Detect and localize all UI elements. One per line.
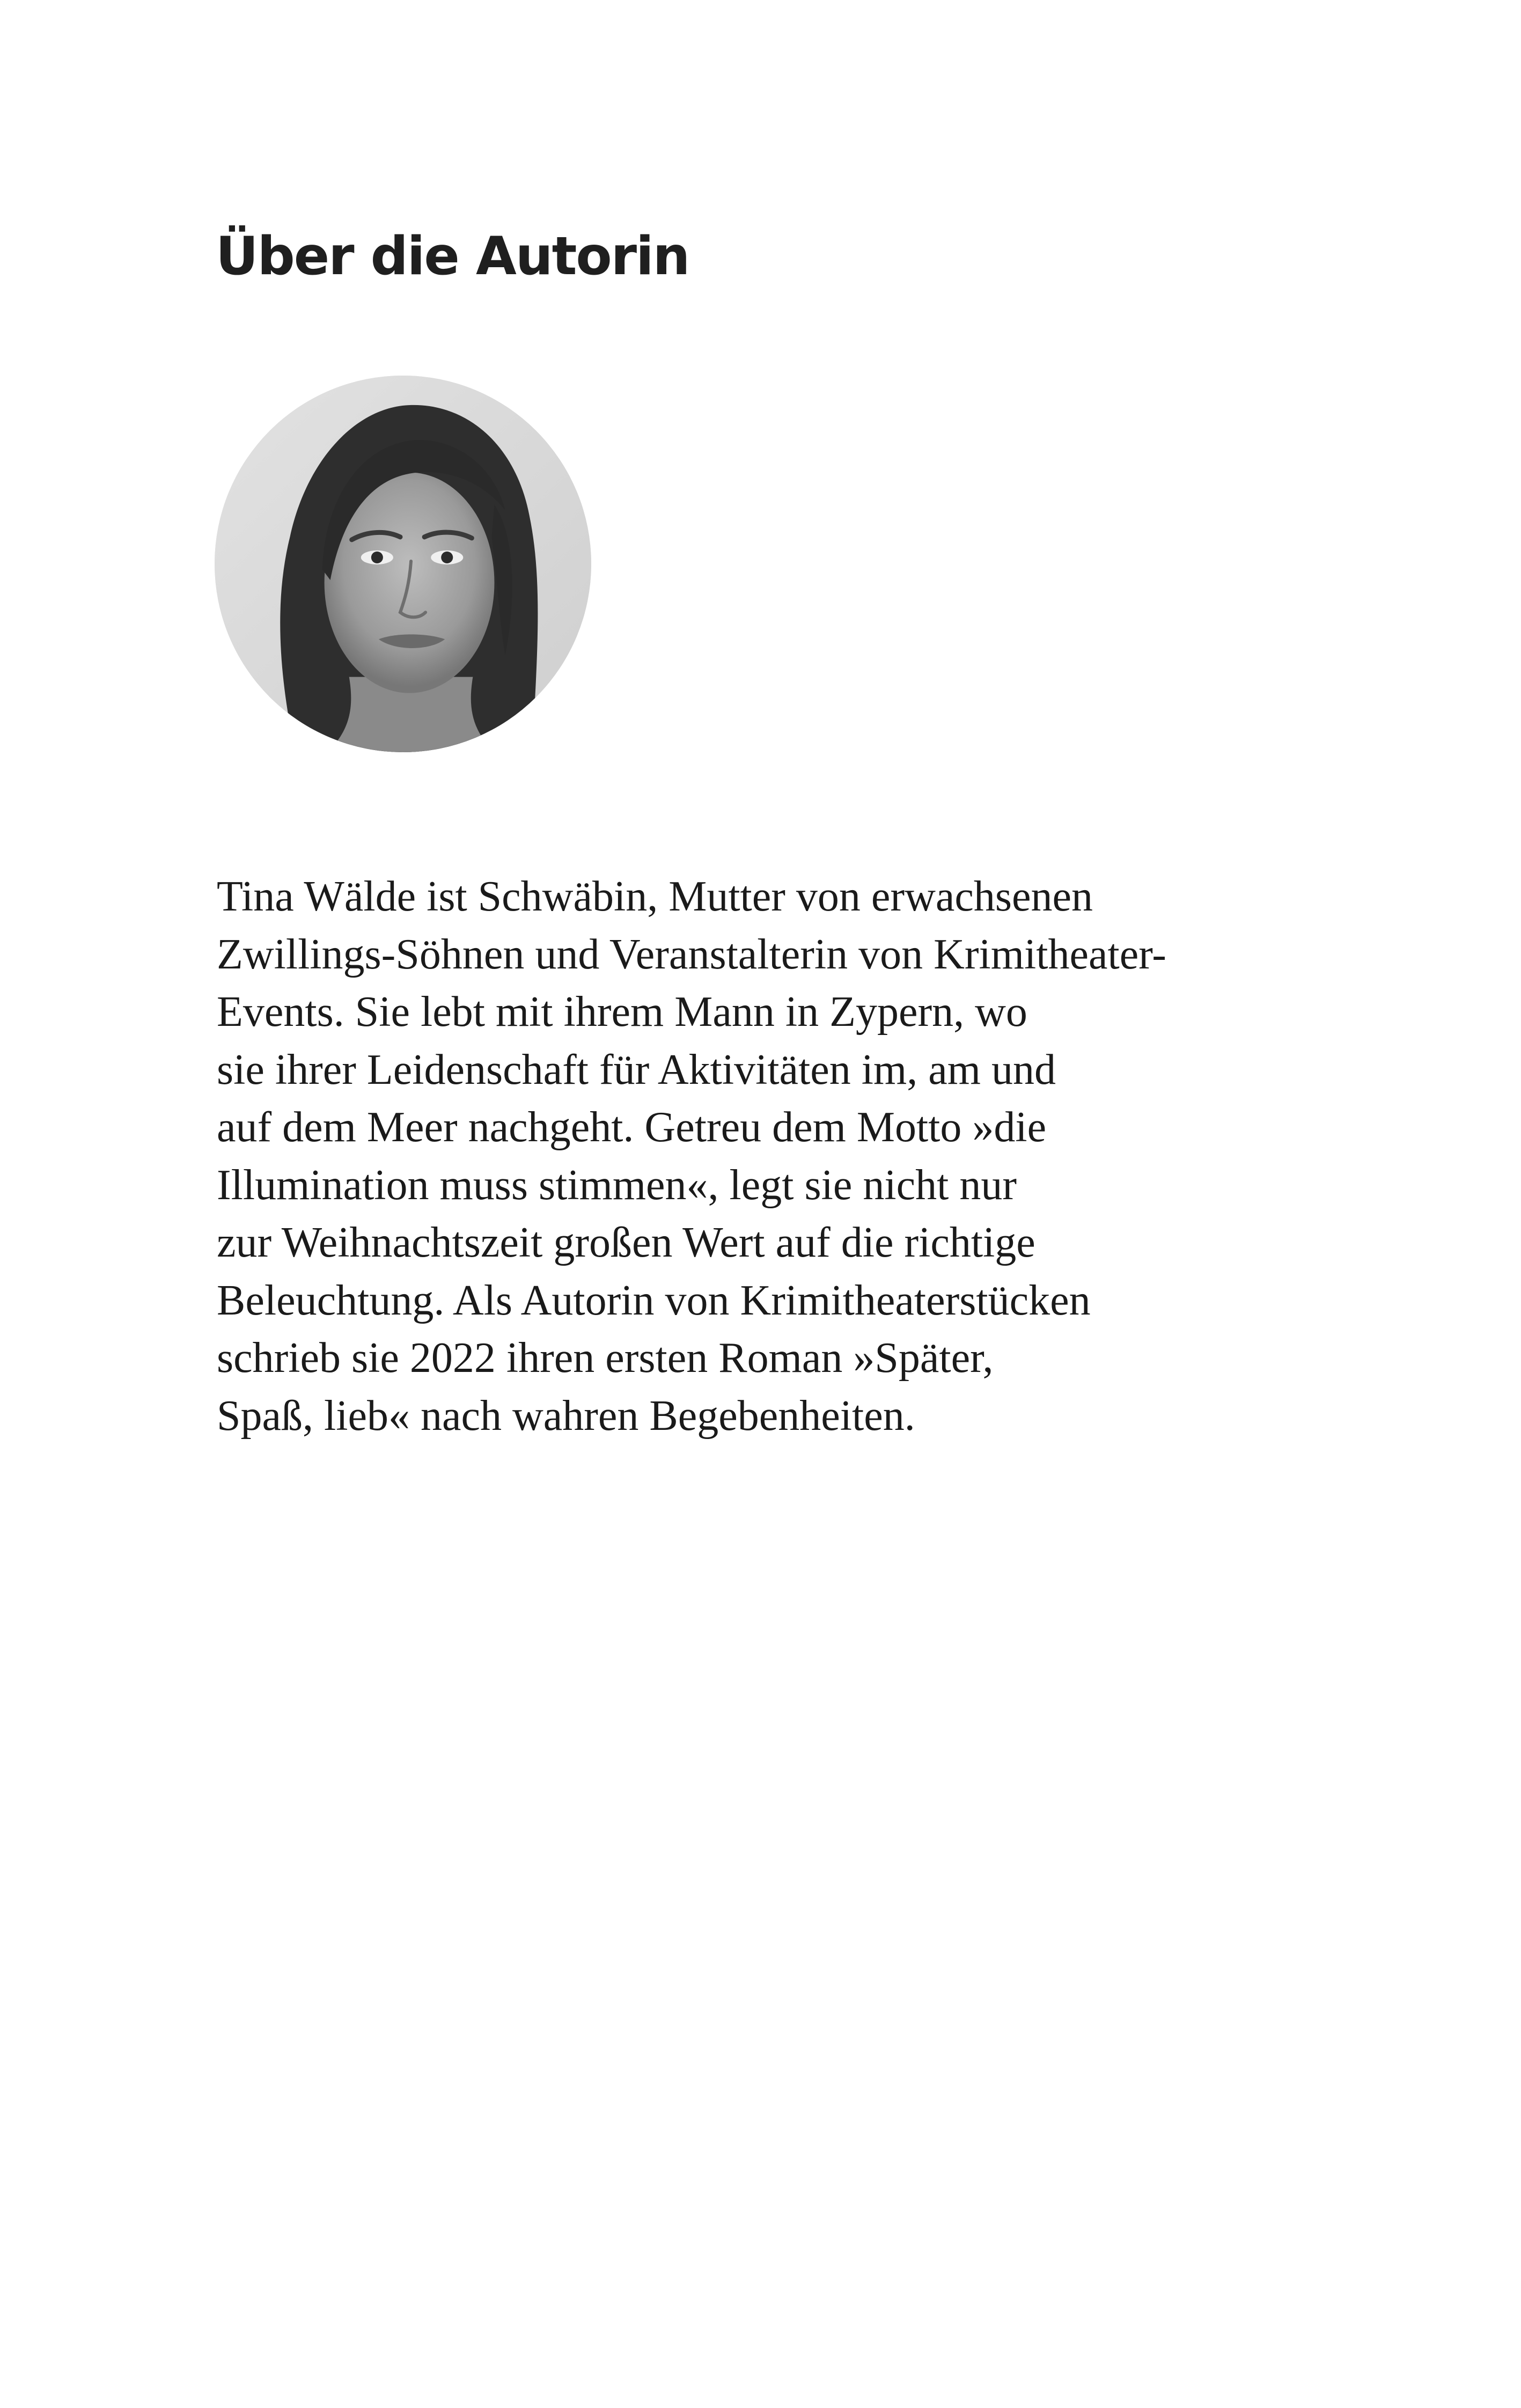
section-heading: Über die Autorin [216,226,689,287]
bio-line: Spaß, lieb« nach wahren Begebenheiten. [217,1392,915,1440]
bio-line: auf dem Meer nachgeht. Getreu dem Motto »die [217,1104,1047,1151]
bio-line: Illumination muss stimmen«, legt sie nicht nur [217,1161,1017,1209]
bio-line: Beleuchtung. Als Autorin von Krimitheaterstücken [217,1276,1091,1324]
bio-line: zur Weihnachtszeit großen Wert auf die richtige [217,1219,1035,1266]
author-bio [217,868,1322,1445]
bio-line: Events. Sie lebt mit ihrem Mann in Zypern, wo [217,988,1027,1036]
bio-line: sie ihrer Leidenschaft für Aktivitäten im, am und [217,1046,1056,1093]
bio-line: schrieb sie 2022 ihren ersten Roman »Später, [217,1334,994,1382]
bio-line: Zwillings-Söhnen und Veranstalterin von Krimitheater- [217,930,1166,978]
bio-line: Tina Wälde ist Schwäbin, Mutter von erwachsenen [217,873,1093,920]
author-portrait-image [215,376,591,752]
author-portrait [215,376,591,752]
